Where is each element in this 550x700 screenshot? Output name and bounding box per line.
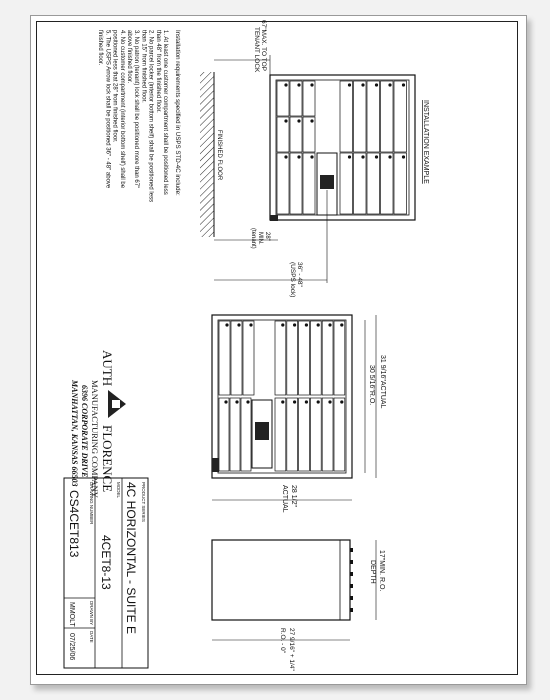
tenant-lock-icon <box>305 400 308 403</box>
dim-ro-2: R.O. - 0" <box>279 628 286 654</box>
install-cabinet-inner <box>276 80 409 215</box>
dim-usps-label-1: 36" - 48" <box>296 262 303 287</box>
af-logo <box>106 390 128 420</box>
dim-67-label-1: 67"MAX. TO TOP <box>260 20 267 71</box>
tenant-lock-icon <box>402 83 405 86</box>
dim-depth-1: 17"MIN. R.O. <box>378 550 385 592</box>
tenant-lock-icon <box>235 400 238 403</box>
tenant-lock-icon <box>348 83 351 86</box>
compartment-door <box>367 81 380 152</box>
compartment-door <box>231 321 242 395</box>
compartment-door <box>243 321 254 395</box>
hinge-tick <box>350 560 353 564</box>
tenant-lock-icon <box>317 323 320 326</box>
tenant-lock-icon <box>361 83 364 86</box>
dim-28-label-3: (tenant) <box>250 228 256 249</box>
title-block <box>64 478 148 668</box>
compartment-door <box>303 81 315 116</box>
tenant-lock-icon <box>297 155 300 158</box>
compartment-door <box>354 81 367 152</box>
compartment-door <box>381 153 394 214</box>
model-label: MODEL <box>116 482 121 499</box>
tenant-lock-icon <box>317 400 320 403</box>
tenant-lock-icon <box>361 155 364 158</box>
tenant-lock-icon <box>237 323 240 326</box>
tenant-lock-icon <box>297 83 300 86</box>
dim-height-1: 28 1/2" <box>290 485 297 507</box>
company-line3: MANHATTAN, KANSAS 66503 <box>70 380 79 487</box>
tenant-lock-icon <box>284 119 287 122</box>
side-cabinet <box>212 540 350 620</box>
dim-ro-1: 27 9/16" + 1/4" <box>288 628 295 671</box>
tenant-lock-icon <box>340 323 343 326</box>
compartment-door <box>334 398 345 471</box>
model-value: 4CET8-13 <box>99 535 113 590</box>
drawing-label: DRAWING NUMBER <box>89 482 94 525</box>
installation-title: INSTALLATION EXAMPLE <box>422 100 429 184</box>
tenant-lock-icon <box>310 155 313 158</box>
tenant-lock-icon <box>375 83 378 86</box>
front-usps-lock <box>255 422 269 440</box>
front-cabinet-inner <box>218 320 346 473</box>
tenant-lock-icon <box>388 155 391 158</box>
company-line2: 6396 CORPORATE DRIVE <box>80 385 89 478</box>
compartment-door <box>290 81 302 116</box>
tenant-lock-icon <box>281 323 284 326</box>
tenant-lock-icon <box>305 323 308 326</box>
dim-usps-label-2: (USPS lock) <box>289 262 296 298</box>
series-value: 4C HORIZONTAL - SUITE E <box>124 482 138 635</box>
dim-28-label-1: 28" <box>264 232 270 241</box>
compartment-door <box>219 398 229 471</box>
compartment-door <box>277 153 289 214</box>
compartment-door <box>334 321 345 395</box>
requirements-lines <box>97 30 168 202</box>
compartment-door <box>340 153 353 214</box>
compartment-door <box>219 321 230 395</box>
tenant-lock-icon <box>340 400 343 403</box>
requirement-line: 4. No customer compartment (interior bottom shelf) shall be <box>118 30 125 189</box>
requirements-intro: Installation requirements specified in USPS STD-4C include: <box>174 30 181 196</box>
front-base-foot <box>212 458 219 472</box>
compartment-door <box>299 321 310 395</box>
compartment-door <box>299 398 310 471</box>
installation-example <box>200 20 429 297</box>
compartment-door <box>277 117 289 152</box>
company-name-right: FLORENCE <box>100 425 115 493</box>
compartment-door <box>310 398 321 471</box>
date-label: DATE <box>89 631 94 643</box>
tenant-lock-icon <box>297 119 300 122</box>
compartment-door <box>354 153 367 214</box>
date-value: 07/25/06 <box>68 633 75 661</box>
tenant-lock-icon <box>281 400 284 403</box>
compartment-door <box>230 398 240 471</box>
compartment-door <box>322 321 333 395</box>
side-view <box>212 540 385 671</box>
tenant-lock-icon <box>348 155 351 158</box>
front-cabinet <box>212 315 352 478</box>
requirement-line: than 48" from the finished floor. <box>154 30 161 113</box>
compartment-door <box>290 153 302 214</box>
tenant-lock-icon <box>402 155 405 158</box>
compartment-door <box>322 398 333 471</box>
compartment-door <box>287 321 298 395</box>
requirement-line: 1. At least one customer compartment shall be positioned less <box>162 30 168 195</box>
compartment-door <box>303 117 315 152</box>
requirement-line: 5. The USPS Arrow lock shall be positioned 36" - 48" above <box>104 30 111 189</box>
requirements-notes <box>97 30 181 202</box>
dim-width-ro: 30 5/16"R.O. <box>368 365 375 406</box>
hinge-tick <box>350 572 353 576</box>
tenant-lock-icon <box>310 83 313 86</box>
compartment-door <box>340 81 353 152</box>
install-usps-lock <box>320 175 334 189</box>
drawn-value: MMOLT <box>68 602 75 627</box>
compartment-door <box>310 321 321 395</box>
requirement-line: 2. No parcel locker (interior bottom shelf) shall be positioned less <box>147 30 154 203</box>
tenant-lock-icon <box>284 83 287 86</box>
compartment-door <box>287 398 298 471</box>
tenant-lock-icon <box>328 323 331 326</box>
dim-67-label-2: TENANT LOCK <box>253 27 260 73</box>
dim-depth-2: DEPTH <box>369 560 376 584</box>
dim-height-2: ACTUAL <box>281 485 288 513</box>
tenant-lock-icon <box>328 400 331 403</box>
hinge-tick <box>350 608 353 612</box>
compartment-door <box>241 398 251 471</box>
compartment-door <box>275 321 286 395</box>
install-base-foot <box>270 215 278 221</box>
tenant-lock-icon <box>293 323 296 326</box>
hinge-tick <box>350 596 353 600</box>
compartment-door <box>303 153 315 214</box>
tenant-lock-icon <box>225 323 228 326</box>
requirement-line: 3. No patron (tenant) lock shall be positioned more than 67" <box>133 30 140 189</box>
install-doors <box>277 81 407 214</box>
compartment-door <box>367 153 380 214</box>
drawn-label: DRAWN BY <box>89 601 94 626</box>
front-doors <box>219 321 345 471</box>
requirement-line: than 15" from finished floor. <box>140 30 147 103</box>
front-view <box>212 315 386 513</box>
finished-floor-hatch <box>200 72 214 237</box>
company-block <box>70 350 128 498</box>
tenant-lock-icon <box>310 119 313 122</box>
requirement-line: positioned less that 28" from finished floor. <box>111 30 118 143</box>
tenant-lock-icon <box>246 400 249 403</box>
hinge-tick <box>350 548 353 552</box>
series-label: PRODUCT SERIES <box>141 482 146 522</box>
dim-28-label-2: MIN. <box>257 232 263 245</box>
tenant-lock-icon <box>224 400 227 403</box>
drawing-value: CS4CET813 <box>67 490 81 558</box>
compartment-door <box>290 117 302 152</box>
tenant-lock-icon <box>249 323 252 326</box>
tenant-lock-icon <box>293 400 296 403</box>
hinge-tick <box>350 584 353 588</box>
finished-floor-label: FINISHED FLOOR <box>216 129 222 181</box>
compartment-door <box>277 81 289 116</box>
compartment-door <box>394 153 407 214</box>
tenant-lock-icon <box>284 155 287 158</box>
requirement-line: above finished floor. <box>126 30 132 84</box>
dim-width-actual: 31 9/16"ACTUAL <box>379 355 386 409</box>
compartment-door <box>381 81 394 152</box>
requirement-line: finished floor. <box>97 30 104 66</box>
company-line1: MANUFACTURING COMPANY <box>90 380 100 498</box>
compartment-door <box>275 398 286 471</box>
tenant-lock-icon <box>388 83 391 86</box>
company-name-left: AUTH <box>100 350 115 387</box>
tenant-lock-icon <box>375 155 378 158</box>
compartment-door <box>394 81 407 152</box>
